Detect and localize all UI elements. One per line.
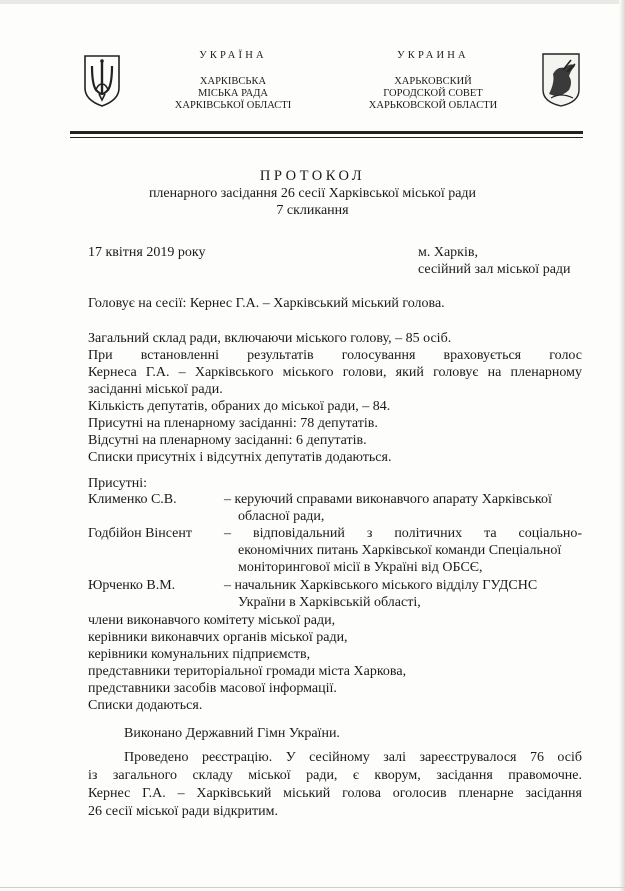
page-bottom-edge	[0, 887, 625, 888]
attendee-role-line: – відповідальний з політичних та соціально-	[224, 526, 582, 541]
trident-coat-of-arms-icon	[82, 54, 122, 108]
attendee-group: керівники комунальних підприємств,	[88, 647, 311, 662]
voting-line: При встановленні результатів голосування враховується голос	[88, 348, 582, 363]
header-left	[160, 50, 306, 112]
registration-line: Проведено реєстрацію. У сесійному залі зареєструвалося 76 осіб	[124, 750, 582, 765]
header-rule-thin	[70, 137, 583, 138]
attendee-group: представники територіальної громади міста Харкова,	[88, 664, 407, 679]
header-rule-thick	[70, 131, 583, 134]
meeting-date: 17 квітня 2019 року	[88, 245, 206, 260]
voting-line: Кернеса Г.А. – Харківського міського голови, який головує на пленарному	[88, 365, 582, 380]
header-right-country: УКРАИНА	[397, 50, 469, 61]
kharkiv-city-coat-of-arms-icon	[541, 52, 581, 108]
absent-count: Відсутні на пленарному засіданні: 6 депутатів.	[88, 433, 367, 448]
attendee-name: Клименко С.В.	[88, 492, 177, 507]
total-composition: Загальний склад ради, включаючи міського голову, – 85 осіб.	[88, 331, 452, 346]
lists-attached-line: Списки присутніх і відсутніх депутатів додаються.	[88, 450, 392, 465]
attendee-role-line: моніторингової місії в Україні від ОБСЄ,	[238, 560, 483, 575]
header-right-org-line: ХАРЬКОВСКОЙ ОБЛАСТИ	[368, 100, 498, 111]
elected-count: Кількість депутатів, обраних до міської ради, – 84.	[88, 399, 391, 414]
attendee-role-line: обласної ради,	[238, 509, 325, 524]
attendee-role-line: України в Харківській області,	[238, 595, 421, 610]
attendee-group: представники засобів масової інформації.	[88, 681, 337, 696]
header-left-org-line: ХАРКІВСЬКА	[199, 76, 267, 87]
page-top-edge	[0, 0, 625, 4]
registration-line: із загального складу міської ради, є кворум, засідання правомочне.	[88, 768, 582, 783]
header-left-org-line: МІСЬКА РАДА	[198, 88, 268, 99]
header-left-org-line: ХАРКІВСЬКОЇ ОБЛАСТІ	[174, 100, 292, 111]
attendee-group: члени виконавчого комітету міської ради,	[88, 613, 336, 628]
voting-line: засіданні міської ради.	[88, 382, 223, 397]
document-subtitle-line: пленарного засідання 26 сесії Харківської міської ради	[148, 186, 477, 201]
attendee-lists-attached: Списки додаються.	[88, 698, 203, 713]
attendee-role-line: – керуючий справами виконавчого апарату Харківської	[224, 492, 552, 507]
attendee-group: керівники виконавчих органів міської ради,	[88, 630, 348, 645]
registration-line: Кернес Г.А. – Харківський міський голова оголосив пленарне засідання	[88, 786, 582, 801]
chair-line: Головує на сесії: Кернес Г.А. – Харківський міський голова.	[88, 296, 445, 311]
meeting-place: сесійний зал міської ради	[418, 262, 571, 277]
anthem-line: Виконано Державний Гімн України.	[124, 726, 340, 741]
document-subtitle-line: 7 скликання	[276, 203, 349, 218]
attendee-name: Юрченко В.М.	[88, 578, 176, 593]
attendees-label: Присутні:	[88, 476, 148, 491]
header-left-country: УКРАЇНА	[199, 50, 267, 61]
attendee-role-line: економічних питань Харківської команди Спеціальної	[238, 543, 562, 558]
document-heading: ПРОТОКОЛ	[259, 168, 366, 184]
meeting-city: м. Харків,	[418, 245, 478, 260]
present-count: Присутні на пленарному засіданні: 78 депутатів.	[88, 416, 378, 431]
header-right-org-line: ХАРЬКОВСКИЙ	[394, 76, 472, 87]
header-right-org-line: ГОРОДСКОЙ СОВЕТ	[383, 88, 483, 99]
attendee-role-line: – начальник Харківського міського відділу ГУДСНС	[224, 578, 538, 593]
header-right	[360, 50, 506, 112]
attendee-name: Годбійон Вінсент	[88, 526, 193, 541]
page-right-edge	[619, 0, 625, 891]
registration-line: 26 сесії міської ради відкритим.	[88, 804, 278, 819]
